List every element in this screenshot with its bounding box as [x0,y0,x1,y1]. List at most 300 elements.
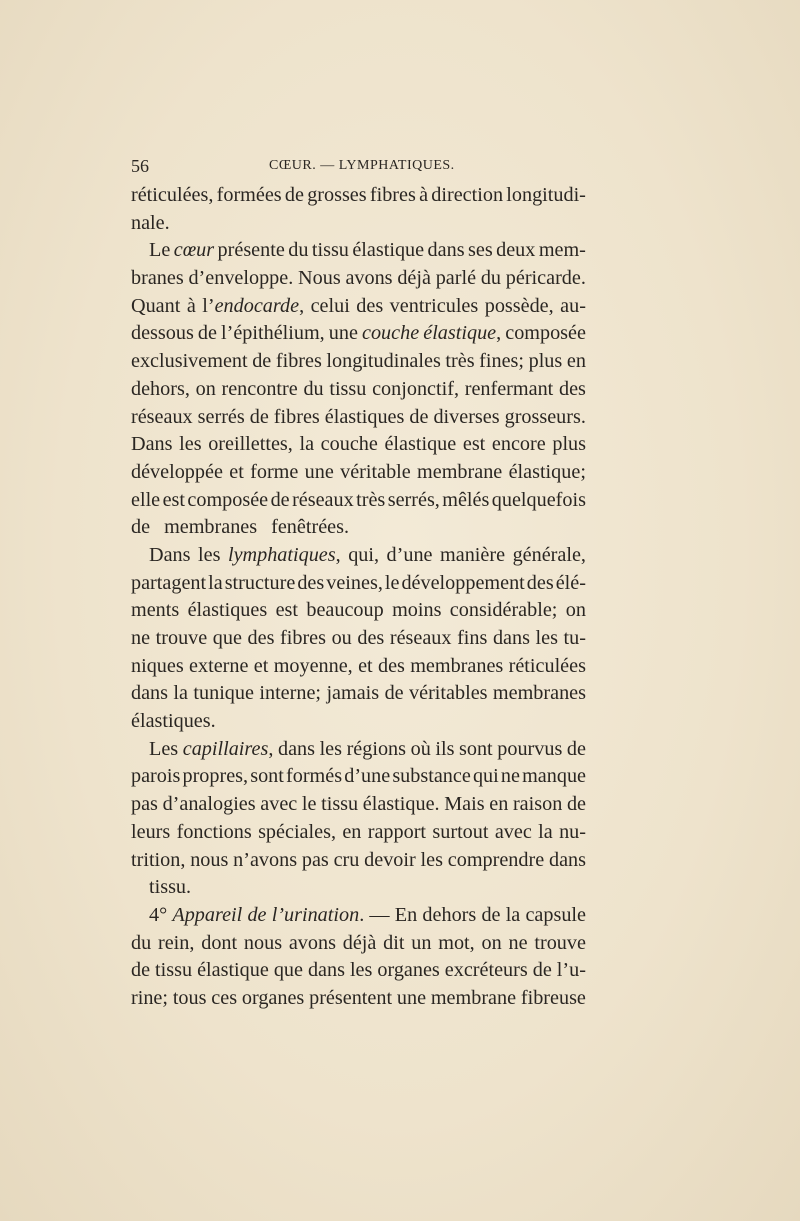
text-run: des [297,571,325,594]
text-run: tous [172,986,207,1009]
word [421,847,443,875]
word [493,625,530,653]
text-run: possède, [484,294,554,317]
word [260,791,297,819]
text-run: est [162,488,185,511]
word [173,680,188,708]
text-run: réticulées [508,654,586,677]
text-run: une [396,986,427,1009]
text-run: à [419,184,429,206]
word [274,653,353,681]
word [182,763,248,791]
text-run: organes [241,986,305,1009]
text-run: tissu [329,377,367,400]
word [492,487,586,515]
word [522,763,586,791]
word [131,763,180,791]
text-run: élastiques. [131,710,216,733]
text-run: plus [528,350,563,373]
word [218,237,285,265]
text-line [131,957,586,985]
word [463,431,485,459]
text-run: la [538,820,553,843]
text-run: ments [131,599,180,622]
text-run: du [303,377,324,400]
text-run: formés [286,765,343,788]
word [450,597,558,625]
text-line [131,708,586,736]
word [306,597,383,625]
text-run: avec [494,820,532,843]
italic-text: capillaires [182,737,269,760]
word [419,182,428,210]
text-run: de [249,405,269,428]
text-run: ils [435,737,455,760]
text-run: régions [346,737,407,760]
text-run: ces [211,986,238,1009]
word [131,459,223,487]
word [534,930,586,958]
text-line [131,791,586,819]
word [198,542,220,570]
word [188,597,268,625]
text-run: ne [500,765,520,788]
word [567,736,586,764]
text-line [131,819,586,847]
text-run: rein, [157,931,195,954]
text-run: où [410,737,431,760]
word [305,459,334,487]
word [131,570,206,598]
text-line [131,985,586,1013]
text-run: fins [457,627,488,649]
text-run: des [357,627,385,649]
text-run: devoir [364,848,416,871]
word [481,265,501,293]
word [229,459,244,487]
word [417,459,502,487]
text-run: dans [427,239,465,262]
body-text [131,182,586,1013]
text-run: dehors [422,903,477,926]
word [397,265,431,293]
word [312,237,349,265]
text-run: est [275,599,298,622]
text-run: rapport [367,820,427,843]
word [501,763,520,791]
word [131,930,151,958]
text-run: la [208,571,223,594]
text-run: du [288,239,309,262]
word [448,847,544,875]
text-line [131,653,586,681]
text-line [131,210,586,238]
text-run: rine; [131,986,168,1009]
word [201,930,237,958]
text-run: longitudi- [506,184,586,206]
word [131,819,170,847]
text-run: dit [383,931,405,954]
word [131,680,168,708]
word [369,902,389,930]
text-run: élastique; [508,460,586,483]
word [217,182,282,210]
word [131,847,185,875]
word [513,791,562,819]
text-run: Mais [444,793,485,816]
text-run: les [349,959,373,982]
text-run: grosses [307,184,367,206]
italic-text: cœur [173,239,215,262]
word [409,680,487,708]
text-line [131,487,586,515]
word [303,376,323,404]
word [348,542,379,570]
word [131,487,160,515]
word [131,708,223,736]
text-run: élé- [555,571,586,594]
text-run: couche [320,433,378,456]
word [433,404,499,432]
text-run: on [481,931,502,954]
word [326,570,383,598]
text-line [131,902,586,930]
text-run: en [342,820,362,843]
text-run: d’une [344,765,391,788]
text-run: forme [250,460,299,483]
word [198,404,245,432]
word [276,348,322,376]
text-run: diverses [433,405,500,428]
text-run: grosseurs. [504,405,586,428]
word [329,376,366,404]
text-run: pas [131,793,158,816]
text-run: spéciales, [258,820,336,843]
word [492,431,546,459]
word [539,237,586,265]
word [131,597,179,625]
text-run: très [356,488,386,511]
text-run: une [328,322,358,345]
text-run: nale. [131,211,170,234]
text-run: conjonctif, [372,377,459,400]
word [254,653,269,681]
italic-text: élastique [423,322,497,345]
word [489,791,508,819]
text-run: on [565,599,586,622]
word [208,431,293,459]
text-run: élastique [352,239,425,262]
text-run: fibres [280,627,326,649]
word [440,542,505,570]
word [356,487,385,515]
text-run: partagent [131,571,207,594]
text-run: les [535,627,558,649]
word [326,348,440,376]
word [385,570,400,598]
text-run: capsule [525,903,586,926]
text-run: à [186,294,196,317]
word [250,459,298,487]
word [538,819,553,847]
word [377,957,439,985]
text-run: est [462,433,486,456]
text-run: Le [149,239,171,262]
word [272,902,365,930]
text-run: le [384,571,400,594]
text-line [131,404,586,432]
word [556,570,586,598]
text-run: véritables [409,682,488,705]
text-run: substance [392,765,471,788]
text-line [131,625,586,653]
word [344,763,390,791]
text-run: élastiques [187,599,268,622]
text-run: de [409,405,429,428]
word [131,431,173,459]
text-run: rencontre [221,377,298,400]
text-run: mem- [538,239,586,262]
text-run: fibres [369,184,416,206]
word [356,293,383,321]
word [149,237,170,265]
text-run: des [526,571,554,594]
word [459,736,493,764]
text-run: d’une [386,543,433,566]
text-run: et [229,460,244,483]
text-line [131,182,586,210]
word [233,847,297,875]
word [401,570,524,598]
text-run: parlé [435,267,477,290]
text-run: celui [310,294,350,317]
text-run: , [496,322,502,345]
text-run: pourvus [497,737,563,760]
text-run: plus [552,433,586,456]
word [566,597,586,625]
text-run: dessous [131,322,194,345]
word [188,265,293,293]
text-line [131,570,586,598]
word [173,985,207,1013]
word [422,902,476,930]
word [271,514,356,542]
text-line [131,930,586,958]
word [288,237,308,265]
text-run: ou [331,627,352,649]
text-run: fenêtrées. [271,516,350,539]
text-run: dans [548,848,586,871]
word [299,431,314,459]
word [289,930,336,958]
text-run: trouve [534,931,586,954]
word [521,985,586,1013]
word [187,293,196,321]
word [392,763,470,791]
word [481,902,500,930]
word [131,514,157,542]
text-run: interne; [259,682,322,705]
text-run: fonctions [176,820,252,843]
text-run: du [131,931,152,954]
text-run: une [304,460,334,483]
text-run: de [131,959,151,982]
word [343,930,377,958]
word [131,348,248,376]
word [242,985,304,1013]
text-run: Nous [298,267,341,290]
word [271,487,290,515]
word [509,459,586,487]
text-run: deux [496,239,536,262]
word [395,902,417,930]
text-run: manière [440,543,506,566]
word [495,819,532,847]
word [309,985,392,1013]
word [340,459,411,487]
word [307,182,366,210]
word [423,320,501,348]
word [385,680,404,708]
text-run: véritable [340,460,411,483]
word [197,957,269,985]
word [131,625,150,653]
word [297,570,324,598]
word [357,625,384,653]
text-line [131,431,586,459]
text-run: de [252,350,272,373]
text-run: de [284,184,304,206]
word [509,930,528,958]
word [428,237,465,265]
word [388,487,440,515]
text-run: et [253,654,269,677]
word [342,819,361,847]
text-run: trition, [131,848,186,871]
word [496,237,535,265]
word [485,293,554,321]
word [493,680,586,708]
text-run: avons [288,931,336,954]
text-run: manque [522,765,586,788]
word [131,404,193,432]
word [321,431,378,459]
word [445,348,474,376]
word [557,957,586,985]
text-run: réseaux [292,488,354,511]
text-line [131,736,586,764]
word [513,542,586,570]
word [411,930,431,958]
text-run: 4° [149,903,168,926]
text-run: ses [468,239,493,262]
word [278,736,315,764]
text-run: trouve [155,627,208,649]
text-run: ne [131,627,151,649]
text-line [131,542,586,570]
word [149,874,198,902]
text-run: réseaux [131,405,193,428]
word [479,348,524,376]
text-run: présentent [309,986,393,1009]
page-number: 56 [131,156,149,176]
word [292,487,354,515]
word [228,542,341,570]
text-run: parois [131,765,181,788]
text-run: En [394,903,418,926]
word [221,320,325,348]
text-line [131,874,586,902]
text-run: direction [431,184,504,206]
text-line [131,763,586,791]
word [567,791,586,819]
text-run: élastique. [362,793,440,816]
word [189,653,248,681]
word [368,819,426,847]
word [345,265,392,293]
text-run: , [268,737,274,760]
text-run: veines, [326,571,383,594]
text-run: l’épithélium, [221,322,325,345]
text-run: , [335,543,341,566]
text-run: formées [216,184,282,206]
word [131,265,184,293]
word [329,320,358,348]
text-run: Quant [131,294,181,317]
text-run: structure [224,571,296,594]
word [187,487,268,515]
word [387,542,433,570]
word [131,293,180,321]
text-run: organes [377,959,440,982]
word [444,791,484,819]
text-run: beaucoup [306,599,384,622]
word [164,514,264,542]
word [559,819,586,847]
text-run: cru [333,848,360,871]
text-run: au- [560,294,586,317]
word [567,348,586,376]
text-run: ne [508,931,528,954]
text-run: un [411,931,432,954]
text-run: — [369,903,390,926]
text-run: fibres [273,405,320,428]
word [131,210,177,238]
text-run: elle [131,488,161,511]
word [390,293,479,321]
text-run: en [566,350,586,373]
text-run: et [358,654,373,677]
word [392,597,441,625]
text-run: serrés [197,405,245,428]
text-run: mêlés [442,488,490,511]
word [497,736,562,764]
text-line [131,847,586,875]
text-run: de [532,959,552,982]
text-run: réticulées, [131,184,214,206]
text-run: dont [201,931,238,954]
word [506,902,521,930]
word [156,625,208,653]
word [552,431,586,459]
text-run: composée [505,322,586,345]
text-run: développement [401,571,525,594]
text-run: les [179,433,202,456]
word [397,985,426,1013]
text-run: oreillettes, [208,433,293,456]
text-run: encore [491,433,546,456]
word [131,182,213,210]
